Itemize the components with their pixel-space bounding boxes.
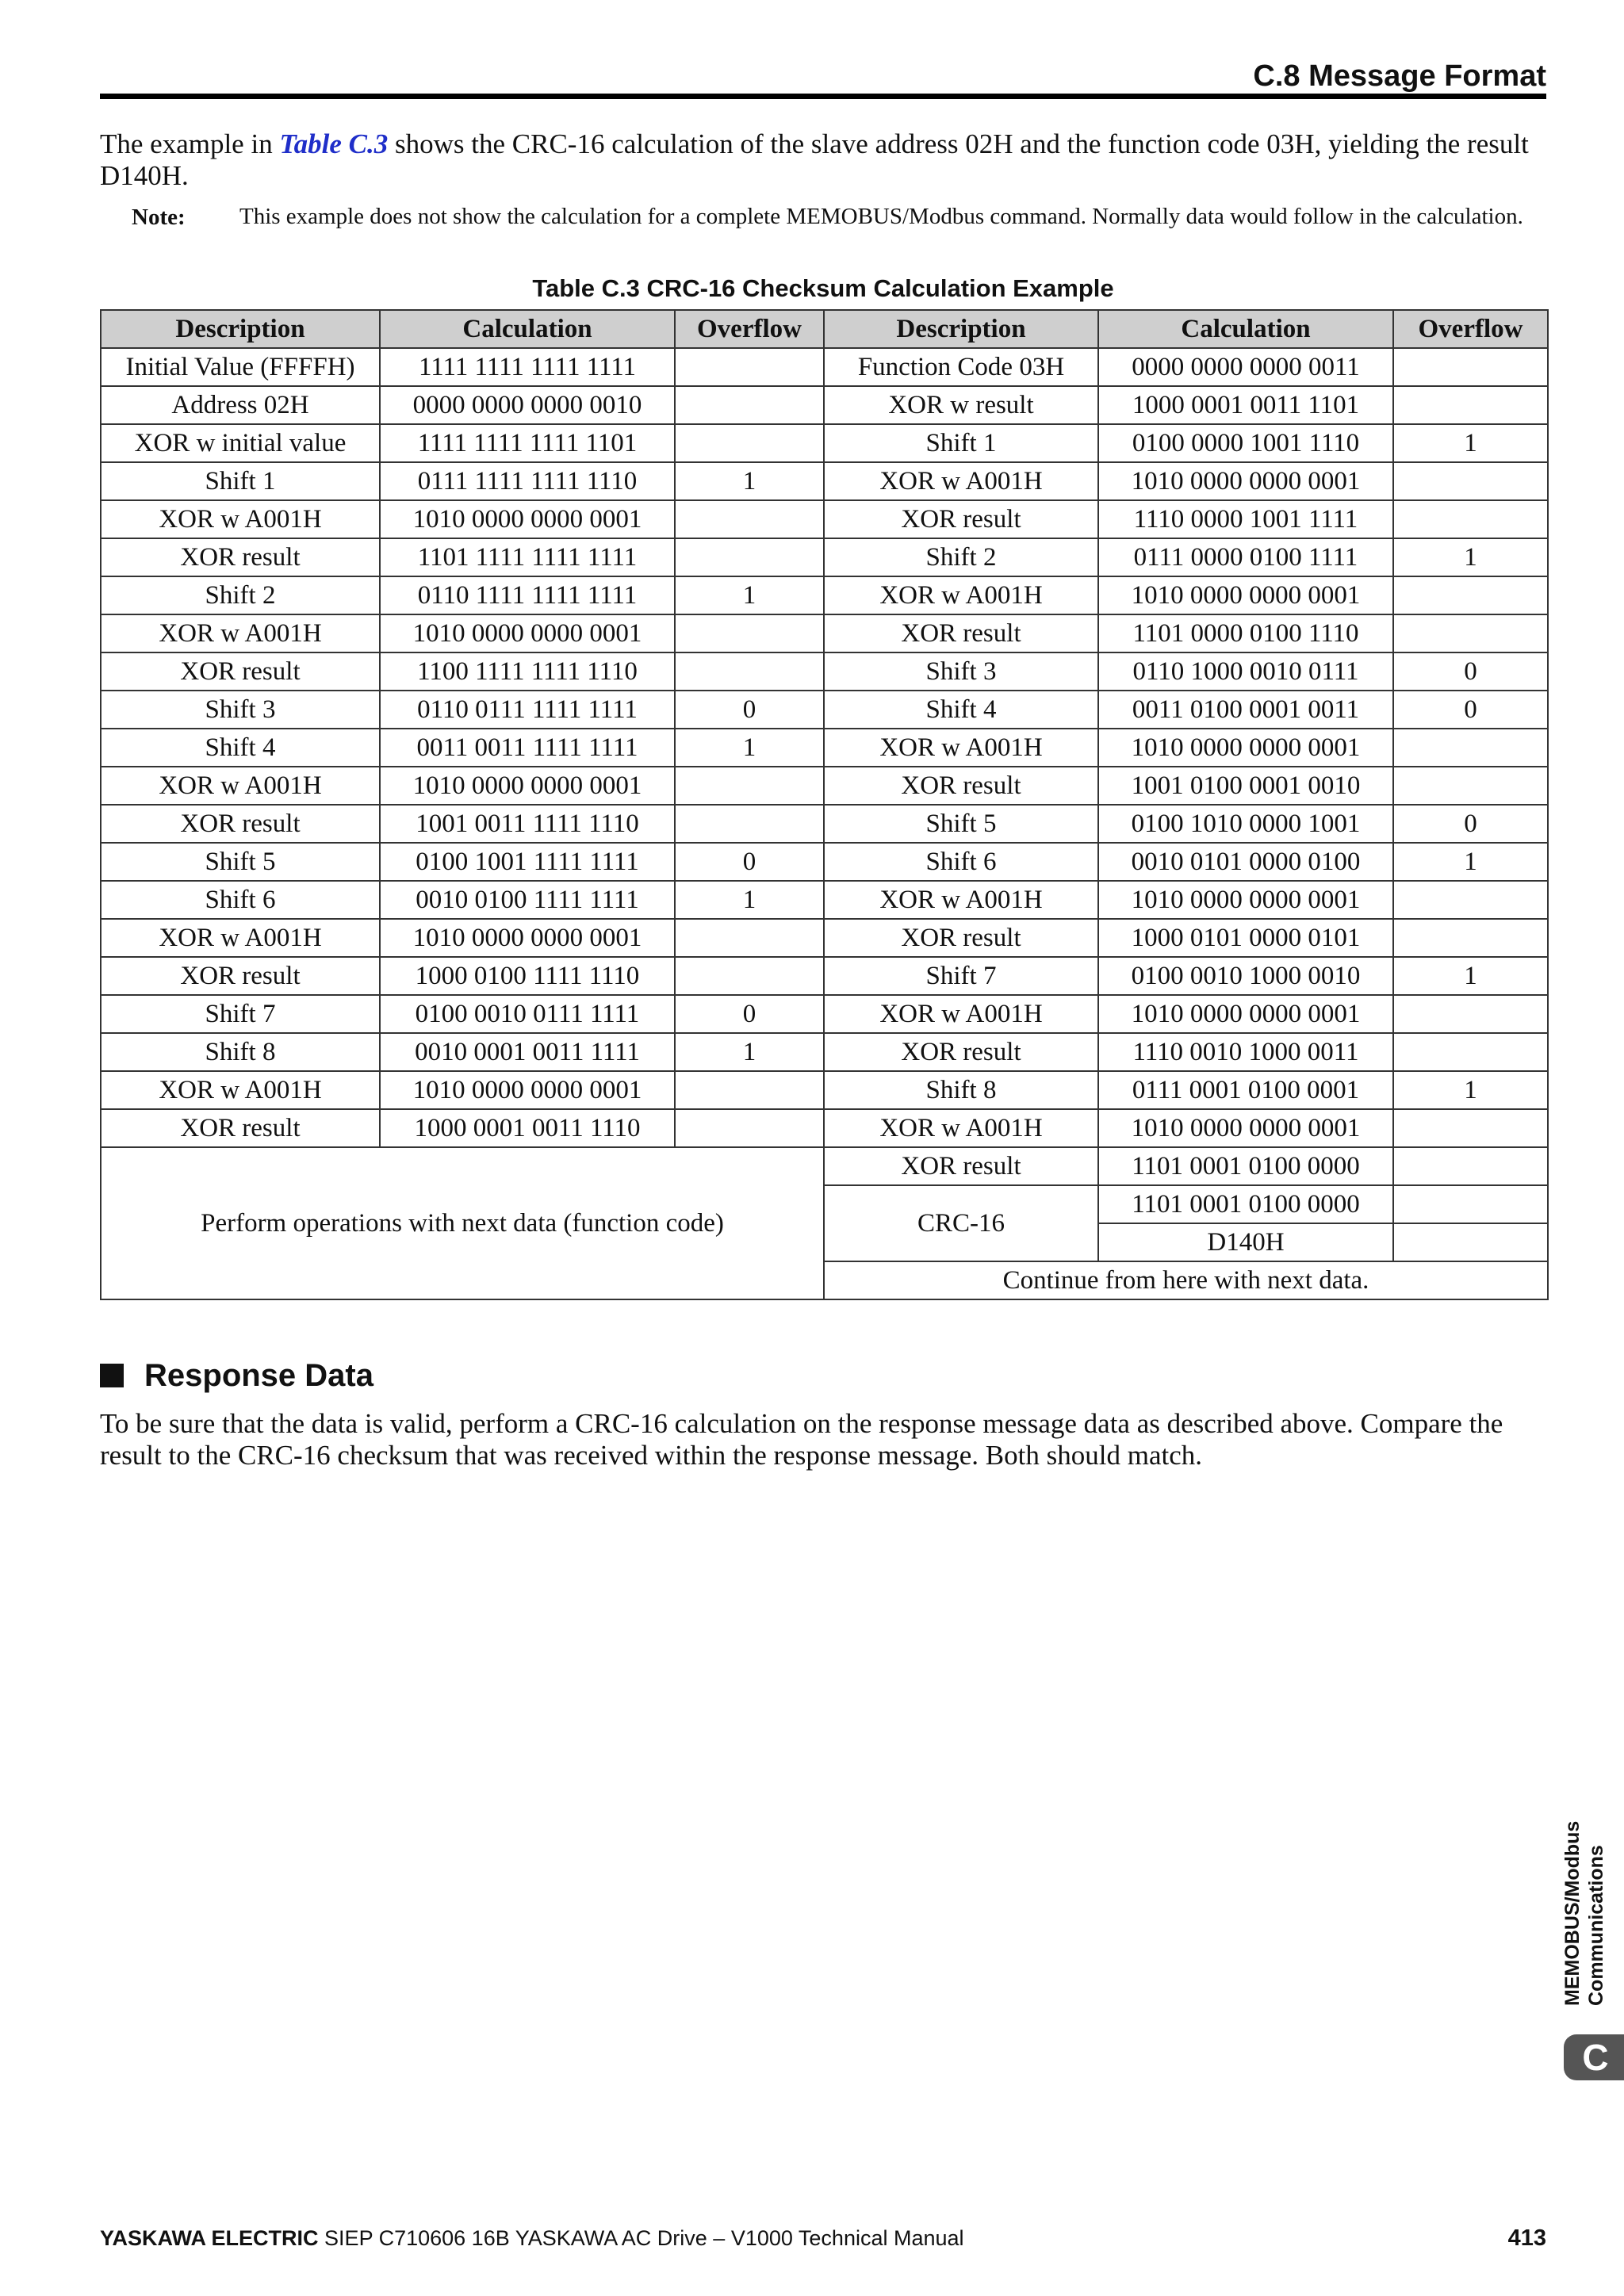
- cell-desc-left: Shift 3: [101, 691, 380, 729]
- cell-overflow-right: [1393, 614, 1548, 652]
- table-row: [101, 538, 1548, 576]
- cell-desc-left: Shift 2: [101, 576, 380, 614]
- cell-calc-left: 0100 0010 0111 1111: [380, 995, 675, 1033]
- cell-overflow-left: [675, 767, 824, 805]
- cell-overflow-left: 0: [675, 691, 824, 729]
- cell-overflow-right: 1: [1393, 1071, 1548, 1109]
- cell-overflow-right: [1393, 995, 1548, 1033]
- response-data-paragraph: To be sure that the data is valid, perform a CRC-16 calculation on the response message data as described above. Compare the result to the CRC-16 checksum that was received within the response message. Both should match.: [100, 1408, 1503, 1471]
- cell-overflow-left: [675, 1109, 824, 1147]
- cell-calc-right: 1010 0000 0000 0001: [1098, 1109, 1393, 1147]
- intro-text-before: The example in: [100, 128, 280, 159]
- cell-desc-right: Shift 6: [824, 843, 1098, 881]
- cell-desc-right: Shift 7: [824, 957, 1098, 995]
- cell-calc-left: 1111 1111 1111 1101: [380, 424, 675, 462]
- cell-calc-left: 1010 0000 0000 0001: [380, 1071, 675, 1109]
- cell-overflow-left: [675, 348, 824, 386]
- merged-next-data-cell: Perform operations with next data (function code): [101, 1147, 824, 1299]
- cell-calc-left: 1010 0000 0000 0001: [380, 919, 675, 957]
- cell-desc-left: XOR w A001H: [101, 614, 380, 652]
- cell-desc-left: Shift 6: [101, 881, 380, 919]
- note-text: This example does not show the calculation for a complete MEMOBUS/Modbus command. Normally data would follow in the calculation.: [239, 204, 1523, 229]
- header-rule: [100, 94, 1546, 99]
- table-row: [101, 424, 1548, 462]
- cell-desc-left: Shift 4: [101, 729, 380, 767]
- cell-desc-left: XOR result: [101, 538, 380, 576]
- cell-desc-right: XOR w A001H: [824, 729, 1098, 767]
- crc16-table: [100, 309, 1549, 1300]
- cell-desc-right: XOR w result: [824, 386, 1098, 424]
- cell-calc-left: 1010 0000 0000 0001: [380, 500, 675, 538]
- cell-calc-left: 1001 0011 1111 1110: [380, 805, 675, 843]
- header-overflow-right: Overflow: [1393, 310, 1548, 348]
- cell-desc-left: Address 02H: [101, 386, 380, 424]
- cell-desc-right: Shift 1: [824, 424, 1098, 462]
- side-tab-line-2: Communications: [1585, 1845, 1607, 2006]
- cell-desc-left: XOR w A001H: [101, 767, 380, 805]
- table-row: [101, 843, 1548, 881]
- cell-calc-left: 1000 0001 0011 1110: [380, 1109, 675, 1147]
- cell-overflow-left: [675, 424, 824, 462]
- cell-desc-right: XOR w A001H: [824, 462, 1098, 500]
- cell-calc-right: 0010 0101 0000 0100: [1098, 843, 1393, 881]
- table-row: [101, 805, 1548, 843]
- table-row: [101, 652, 1548, 691]
- table-row: [101, 614, 1548, 652]
- continue-cell: Continue from here with next data.: [824, 1261, 1548, 1299]
- cell-desc-left: XOR result: [101, 805, 380, 843]
- cell-desc-left: Shift 5: [101, 843, 380, 881]
- square-bullet-icon: [100, 1364, 124, 1387]
- table-row: [101, 1109, 1548, 1147]
- cell-calc-left: 0000 0000 0000 0010: [380, 386, 675, 424]
- cell-desc-left: Shift 1: [101, 462, 380, 500]
- cell-overflow-left: [675, 805, 824, 843]
- response-data-title: Response Data: [144, 1358, 373, 1393]
- cell-calc-right: 0000 0000 0000 0011: [1098, 348, 1393, 386]
- cell-overflow-left: [675, 652, 824, 691]
- cell-desc-right: XOR w A001H: [824, 576, 1098, 614]
- table-row: [101, 348, 1548, 386]
- cell-calc-right: 1010 0000 0000 0001: [1098, 729, 1393, 767]
- cell-overflow-right: 1: [1393, 538, 1548, 576]
- cell-calc-left: 1000 0100 1111 1110: [380, 957, 675, 995]
- cell-desc-right: XOR w A001H: [824, 995, 1098, 1033]
- cell-calc-right: 1101 0000 0100 1110: [1098, 614, 1393, 652]
- cell-desc-right: XOR result: [824, 1033, 1098, 1071]
- cell-calc-right: 1010 0000 0000 0001: [1098, 462, 1393, 500]
- header-calculation-right: Calculation: [1098, 310, 1393, 348]
- cell-calc-left: 0010 0100 1111 1111: [380, 881, 675, 919]
- cell-calc-left: 0100 1001 1111 1111: [380, 843, 675, 881]
- table-row: [101, 500, 1548, 538]
- cell-calc-right: 0111 0000 0100 1111: [1098, 538, 1393, 576]
- cell-overflow-left: 0: [675, 995, 824, 1033]
- cell-desc-right: Function Code 03H: [824, 348, 1098, 386]
- cell-desc-right: Shift 2: [824, 538, 1098, 576]
- header-description-left: Description: [101, 310, 380, 348]
- cell-desc-right: Shift 4: [824, 691, 1098, 729]
- cell-overflow-right: [1393, 881, 1548, 919]
- cell-desc-right: XOR result: [824, 767, 1098, 805]
- table-row: [101, 691, 1548, 729]
- cell-calc-left: 0110 1111 1111 1111: [380, 576, 675, 614]
- note-label: Note:: [132, 205, 186, 230]
- cell-calc-right: 1010 0000 0000 0001: [1098, 576, 1393, 614]
- cell-overflow-right: 1: [1393, 424, 1548, 462]
- crc16-label-cell: CRC-16: [824, 1185, 1098, 1261]
- cell-desc-right: XOR result: [824, 1147, 1098, 1185]
- cell-calc-right: 1010 0000 0000 0001: [1098, 881, 1393, 919]
- cell-overflow-left: 1: [675, 881, 824, 919]
- cell-calc-right: 0011 0100 0001 0011: [1098, 691, 1393, 729]
- cell-desc-left: XOR w A001H: [101, 919, 380, 957]
- cell-calc-right: 1000 0101 0000 0101: [1098, 919, 1393, 957]
- cell-overflow-right: 1: [1393, 843, 1548, 881]
- crc16-hex-cell: D140H: [1098, 1223, 1393, 1261]
- cell-desc-right: XOR result: [824, 500, 1098, 538]
- cell-overflow-right: [1393, 919, 1548, 957]
- cell-calc-right: 1110 0000 1001 1111: [1098, 500, 1393, 538]
- cell-desc-left: XOR result: [101, 957, 380, 995]
- intro-paragraph: [100, 128, 1551, 192]
- cell-calc-right: 1000 0001 0011 1101: [1098, 386, 1393, 424]
- cell-desc-right: XOR result: [824, 919, 1098, 957]
- chapter-tab[interactable]: C: [1564, 2034, 1624, 2080]
- cell-calc-right: 1101 0001 0100 0000: [1098, 1147, 1393, 1185]
- cell-overflow-right: 0: [1393, 652, 1548, 691]
- cell-overflow-right: [1393, 462, 1548, 500]
- cell-desc-left: XOR result: [101, 1109, 380, 1147]
- table-row: [101, 919, 1548, 957]
- cell-desc-left: Initial Value (FFFFH): [101, 348, 380, 386]
- cell-calc-left: 1010 0000 0000 0001: [380, 614, 675, 652]
- cell-overflow-left: 0: [675, 843, 824, 881]
- cell-overflow-right: [1393, 1109, 1548, 1147]
- table-row: [101, 576, 1548, 614]
- cell-overflow-right: [1393, 576, 1548, 614]
- intro-text-after: shows the CRC-16 calculation of the slave address 02H and the function code 03H, yielding the result D140H.: [100, 128, 1529, 191]
- table-row: [101, 386, 1548, 424]
- footer-doc-title: SIEP C710606 16B YASKAWA AC Drive – V1000 Technical Manual: [318, 2226, 964, 2250]
- footer-brand: YASKAWA ELECTRIC: [100, 2226, 319, 2250]
- cell-overflow-right: [1393, 386, 1548, 424]
- cell-desc-left: Shift 8: [101, 1033, 380, 1071]
- crc16-hex-overflow-cell: [1393, 1223, 1548, 1261]
- cell-calc-right: 1010 0000 0000 0001: [1098, 995, 1393, 1033]
- table-header-row: [101, 310, 1548, 348]
- cell-overflow-left: [675, 614, 824, 652]
- cell-calc-left: 1111 1111 1111 1111: [380, 348, 675, 386]
- table-reference-link[interactable]: Table C.3: [279, 128, 389, 159]
- side-tab-line-1: MEMOBUS/Modbus: [1561, 1820, 1584, 2006]
- header-description-right: Description: [824, 310, 1098, 348]
- footer-doc-info: [100, 2225, 964, 2252]
- cell-overflow-right: [1393, 1033, 1548, 1071]
- table-row: [101, 995, 1548, 1033]
- cell-overflow-left: [675, 538, 824, 576]
- cell-desc-left: XOR w A001H: [101, 500, 380, 538]
- table-row: [101, 767, 1548, 805]
- table-row: [101, 881, 1548, 919]
- cell-calc-right: 1001 0100 0001 0010: [1098, 767, 1393, 805]
- cell-overflow-left: 1: [675, 1033, 824, 1071]
- cell-overflow-right: [1393, 767, 1548, 805]
- cell-overflow-left: [675, 1071, 824, 1109]
- cell-overflow-left: [675, 957, 824, 995]
- cell-desc-right: XOR w A001H: [824, 1109, 1098, 1147]
- table-row: [101, 1071, 1548, 1109]
- cell-overflow-left: 1: [675, 576, 824, 614]
- cell-calc-right: 1110 0010 1000 0011: [1098, 1033, 1393, 1071]
- table-caption: Table C.3 CRC-16 Checksum Calculation Example: [532, 274, 1114, 302]
- cell-desc-left: XOR w A001H: [101, 1071, 380, 1109]
- cell-overflow-right: [1393, 500, 1548, 538]
- cell-calc-right: 0111 0001 0100 0001: [1098, 1071, 1393, 1109]
- cell-desc-right: Shift 8: [824, 1071, 1098, 1109]
- cell-desc-right: XOR w A001H: [824, 881, 1098, 919]
- section-header: C.8 Message Format: [1253, 59, 1546, 93]
- cell-overflow-right: 0: [1393, 691, 1548, 729]
- table-row: [101, 957, 1548, 995]
- cell-overflow-left: [675, 919, 824, 957]
- page-number: 413: [1507, 2225, 1546, 2251]
- table-row: [101, 462, 1548, 500]
- cell-desc-right: XOR result: [824, 614, 1098, 652]
- cell-calc-left: 0111 1111 1111 1110: [380, 462, 675, 500]
- table-row: [101, 1033, 1548, 1071]
- cell-calc-left: 1101 1111 1111 1111: [380, 538, 675, 576]
- cell-overflow-left: [675, 386, 824, 424]
- side-tab-label: [1561, 1816, 1618, 2006]
- cell-calc-left: 1100 1111 1111 1110: [380, 652, 675, 691]
- cell-overflow-right: [1393, 348, 1548, 386]
- table-row: [101, 729, 1548, 767]
- cell-overflow-left: 1: [675, 462, 824, 500]
- cell-overflow-right: [1393, 729, 1548, 767]
- cell-overflow-right: 1: [1393, 957, 1548, 995]
- cell-calc-right: 0110 1000 0010 0111: [1098, 652, 1393, 691]
- crc16-binary-cell: 1101 0001 0100 0000: [1098, 1185, 1393, 1223]
- header-calculation-left: Calculation: [380, 310, 675, 348]
- cell-calc-right: 0100 0000 1001 1110: [1098, 424, 1393, 462]
- cell-calc-left: 0110 0111 1111 1111: [380, 691, 675, 729]
- cell-overflow-left: 1: [675, 729, 824, 767]
- cell-overflow-right: 0: [1393, 805, 1548, 843]
- cell-desc-left: XOR result: [101, 652, 380, 691]
- cell-desc-right: Shift 5: [824, 805, 1098, 843]
- cell-overflow-left: [675, 500, 824, 538]
- response-data-heading: [100, 1356, 373, 1395]
- header-overflow-left: Overflow: [675, 310, 824, 348]
- cell-desc-left: Shift 7: [101, 995, 380, 1033]
- table-row-tail-xor: [101, 1147, 1548, 1185]
- cell-calc-right: 0100 1010 0000 1001: [1098, 805, 1393, 843]
- cell-calc-left: 0010 0001 0011 1111: [380, 1033, 675, 1071]
- cell-calc-left: 1010 0000 0000 0001: [380, 767, 675, 805]
- cell-calc-left: 0011 0011 1111 1111: [380, 729, 675, 767]
- cell-desc-left: XOR w initial value: [101, 424, 380, 462]
- cell-desc-right: Shift 3: [824, 652, 1098, 691]
- cell-calc-right: 0100 0010 1000 0010: [1098, 957, 1393, 995]
- cell-overflow-right: [1393, 1147, 1548, 1185]
- crc16-binary-overflow-cell: [1393, 1185, 1548, 1223]
